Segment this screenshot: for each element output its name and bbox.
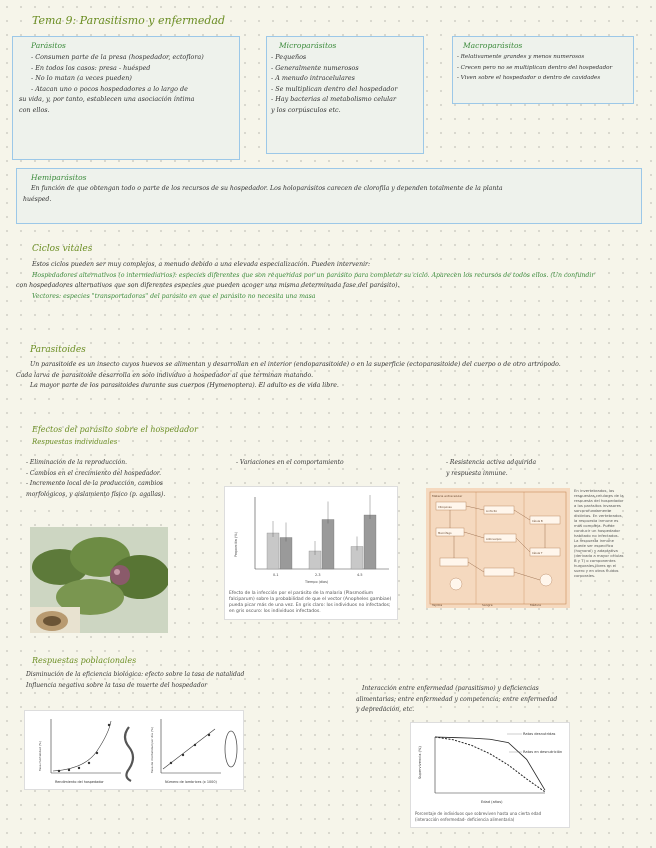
text-line: Influencia negativa sobre la tasa de muerte del hospedador xyxy=(26,681,208,689)
macroparasitos-text xyxy=(457,52,633,84)
text-line: y depredación, etc. xyxy=(356,706,415,713)
curve-ylabel-1: Tasa mortalidad (%) xyxy=(38,741,42,771)
text-line: Un parasitoide es un insecto cuyos huevos se alimentan y desarrollan en el interior (endoparasitoide) o en la superficie (ectoparasitoide) del cuerpo o de otro artrópodo. xyxy=(30,361,561,368)
text-line: - Consumen parte de la presa (hospedador, ectoflora) xyxy=(31,53,204,61)
macroparasitos-box xyxy=(452,36,634,104)
immune-side-text: En invertebrados, las respuestas celulares de la respuesta del hospedador a los parásitos invasores son profundamente distintas. En vertebrados, la respuesta inmune es más compleja. Puede conducir un hospedador habitado no infectados. La respuesta inmune puede ser específica (humoral) y adaptativa (derivada a mayor células B y T) o componentes humorales libres en el suero y en otros fluidos corporales. xyxy=(574,488,624,578)
respuestas-heading: Respuestas poblacionales xyxy=(32,656,137,665)
parasitos-box xyxy=(12,36,240,160)
survival-figure xyxy=(410,722,570,828)
text-line-highlight: Hospedadores alternativos (o intermediarios): especies diferentes que son requeridas por un parásito para completar su ciclo. Aparecen los recursos de todos ellos. (Un confundir xyxy=(32,271,595,279)
label-sangre: Sangre xyxy=(482,603,493,607)
immune-diagram xyxy=(426,488,570,608)
bar-ylabel: Proporción (%) xyxy=(234,532,238,557)
survival-xlabel: Edad (años) xyxy=(481,800,503,804)
text-line: - Cambios en el crecimiento del hospedador. xyxy=(26,469,162,477)
bar-uninfected xyxy=(267,533,279,569)
survival-line xyxy=(435,737,545,790)
text-line: - No lo matan (a veces pueden) xyxy=(31,74,132,82)
bar-infected xyxy=(280,538,292,570)
malaria-bar-figure xyxy=(224,486,398,620)
malaria-bar-chart xyxy=(225,487,397,587)
survival-line xyxy=(435,737,545,792)
macroparasitos-heading: Macroparásitos xyxy=(463,41,523,50)
bar-infected xyxy=(322,520,334,570)
text-line: con ellos. xyxy=(19,105,50,114)
text-line: y respuesta inmune. xyxy=(446,469,508,477)
efectos-subheading: Respuestas individuales xyxy=(32,438,118,446)
bar-xlabel: Tiempo (dias) xyxy=(305,580,329,584)
label-celula-t: Célula T xyxy=(532,552,543,555)
survival-legend-2: Ratas en desnutrición xyxy=(523,750,563,754)
text-line: Disminución de la eficiencia biológica: efecto sobre la tasa de natalidad xyxy=(26,671,245,678)
curve-xlabel-1: Rendimiento del hospedador xyxy=(55,780,104,784)
text-line: - Crecen pero no se multiplican dentro del hospedador xyxy=(457,64,613,71)
parasitos-text xyxy=(19,52,239,115)
egg-icon xyxy=(225,731,237,767)
microparasitos-text xyxy=(271,52,423,115)
text-line: alimentarias; entre enfermedad y competencia; entre enfermedad xyxy=(356,695,558,703)
population-curves xyxy=(25,711,243,789)
oak-gall-illustration xyxy=(30,527,168,633)
survival-legend-1: Ratas desnutridas xyxy=(523,732,556,736)
label-medula: Médula xyxy=(530,603,541,607)
text-line: - En todos los casos: presa - huésped xyxy=(31,63,151,72)
text-line: Estos ciclos pueden ser muy complejos, a menudo debido a una elevada especialización. Pueden intervenir: xyxy=(32,261,371,268)
text-line: En función de que obtengan todo o parte de los recursos de su hospedador. Los holoparásitos carecen de clorofila y dependen totalmente de la planta xyxy=(31,185,503,192)
text-line: - Eliminación de la reproducción. xyxy=(26,459,128,466)
respuestas-text xyxy=(26,670,346,691)
label-anticuerpos: Anticuerpos xyxy=(486,538,502,541)
bar-tick-label: 0-1 xyxy=(273,573,279,577)
worm-icon xyxy=(125,727,133,781)
hemiparasitos-box xyxy=(16,168,642,224)
text-line: Cada larva de parasitoide desarrolla en solo individuo a hospedador al que terminan matando. xyxy=(16,371,314,379)
efectos-col1 xyxy=(26,458,226,500)
label-matriz: Materia extracelular xyxy=(432,494,463,498)
efectos-heading: Efectos del parásito sobre el hospedador xyxy=(32,425,198,434)
label-macrofago: Macrófago xyxy=(438,532,452,535)
text-line: su vida, y, por tanto, establecen una asociación íntima xyxy=(19,95,195,103)
oak-gall-photo xyxy=(30,527,168,633)
hemiparasitos-heading: Hemiparásitos xyxy=(31,173,87,182)
parasitoides-text xyxy=(16,360,646,392)
text-line: con hospedadores alternativos que son diferentes especies que pueden acoger una misma determinada fase del parásito). xyxy=(16,282,400,289)
curve-ylabel-2: Tasa de mortalidad por día (%) xyxy=(150,726,154,773)
microparasitos-box xyxy=(266,36,424,154)
label-linfocito: Linfocito xyxy=(486,510,498,513)
efectos-col2: - Variaciones en el comportamiento xyxy=(236,459,344,466)
text-line: - Se multiplican dentro del hospedador xyxy=(271,84,398,93)
ciclos-heading: Ciclos vitales xyxy=(32,244,93,254)
text-line: - Atacan uno o pocos hospedadores a lo largo de xyxy=(31,84,188,93)
text-line: - Hay bacterias al metabolismo celular xyxy=(271,95,397,103)
text-line: morfológicos, y aislamiento físico (p. agallas). xyxy=(26,490,166,498)
label-tejidos: Tejidos xyxy=(432,603,443,607)
bar-tick-label: 4-5 xyxy=(357,573,363,577)
text-line-highlight: Vectores: especies "transportadoras" del parásito en que el parásito no necesita una masa xyxy=(32,292,316,300)
label-citoquinas: Citoquinas xyxy=(438,506,452,509)
label-celula-b: Célula B xyxy=(532,520,543,523)
parasitoides-heading: Parasitoides xyxy=(30,345,86,355)
text-line: y los corpúsculos etc. xyxy=(271,105,341,114)
curve-xlabel-2: Número de lombrices (x 1000) xyxy=(165,780,217,784)
efectos-col3 xyxy=(446,458,626,479)
hemiparasitos-text xyxy=(23,184,641,205)
text-line: La mayor parte de los parasitoides durante sus cuerpos (Hymenoptera). El adulto es de vida libre. xyxy=(30,382,339,389)
immune-diagram-figure xyxy=(426,488,624,608)
text-line: huésped. xyxy=(23,195,52,203)
text-line: - Generalmente numerosos xyxy=(271,63,359,72)
bar-tick-label: 2-3 xyxy=(315,573,321,577)
bar-infected xyxy=(364,515,376,569)
text-line: - Incremento local de la producción, cambios xyxy=(26,480,164,487)
page-title: Tema 9: Parasitismo y enfermedad xyxy=(32,14,225,27)
text-line: - Resistencia activa adquirida xyxy=(446,459,537,466)
survival-chart xyxy=(411,723,569,807)
text-line: - Relativamente grandes y menos numerosos xyxy=(457,54,585,60)
microparasitos-heading: Microparásitos xyxy=(279,41,337,50)
ciclos-text xyxy=(16,260,646,302)
text-line: Interacción entre enfermedad (parasitismo) y deficiencias xyxy=(362,685,539,692)
text-line: - Pequeños xyxy=(271,53,307,61)
parasitos-heading: Parásitos xyxy=(31,41,66,50)
text-line: - A menudo intracelulares xyxy=(271,74,355,82)
survival-ylabel: Supervivencia (%) xyxy=(418,746,422,779)
survival-caption: Porcentaje de individuos que sobreviven hasta una cierta edad (interacción enfermedad- deficiencia alimentaria) xyxy=(415,811,542,822)
population-curves-figure xyxy=(24,710,244,790)
text-line: - Viven sobre el hospedador o dentro de cavidades xyxy=(457,75,601,81)
malaria-caption: Efecto de la infección por el parásito de la malaria (Plasmodium falciparum) sobre la probabilidad de que el vector (Anopheles gambiae) pueda picar más de una vez. En gris claro: los individuos no infectados; en gris oscuro: los individuos infectados. xyxy=(229,591,392,614)
respuestas-right xyxy=(356,684,646,716)
